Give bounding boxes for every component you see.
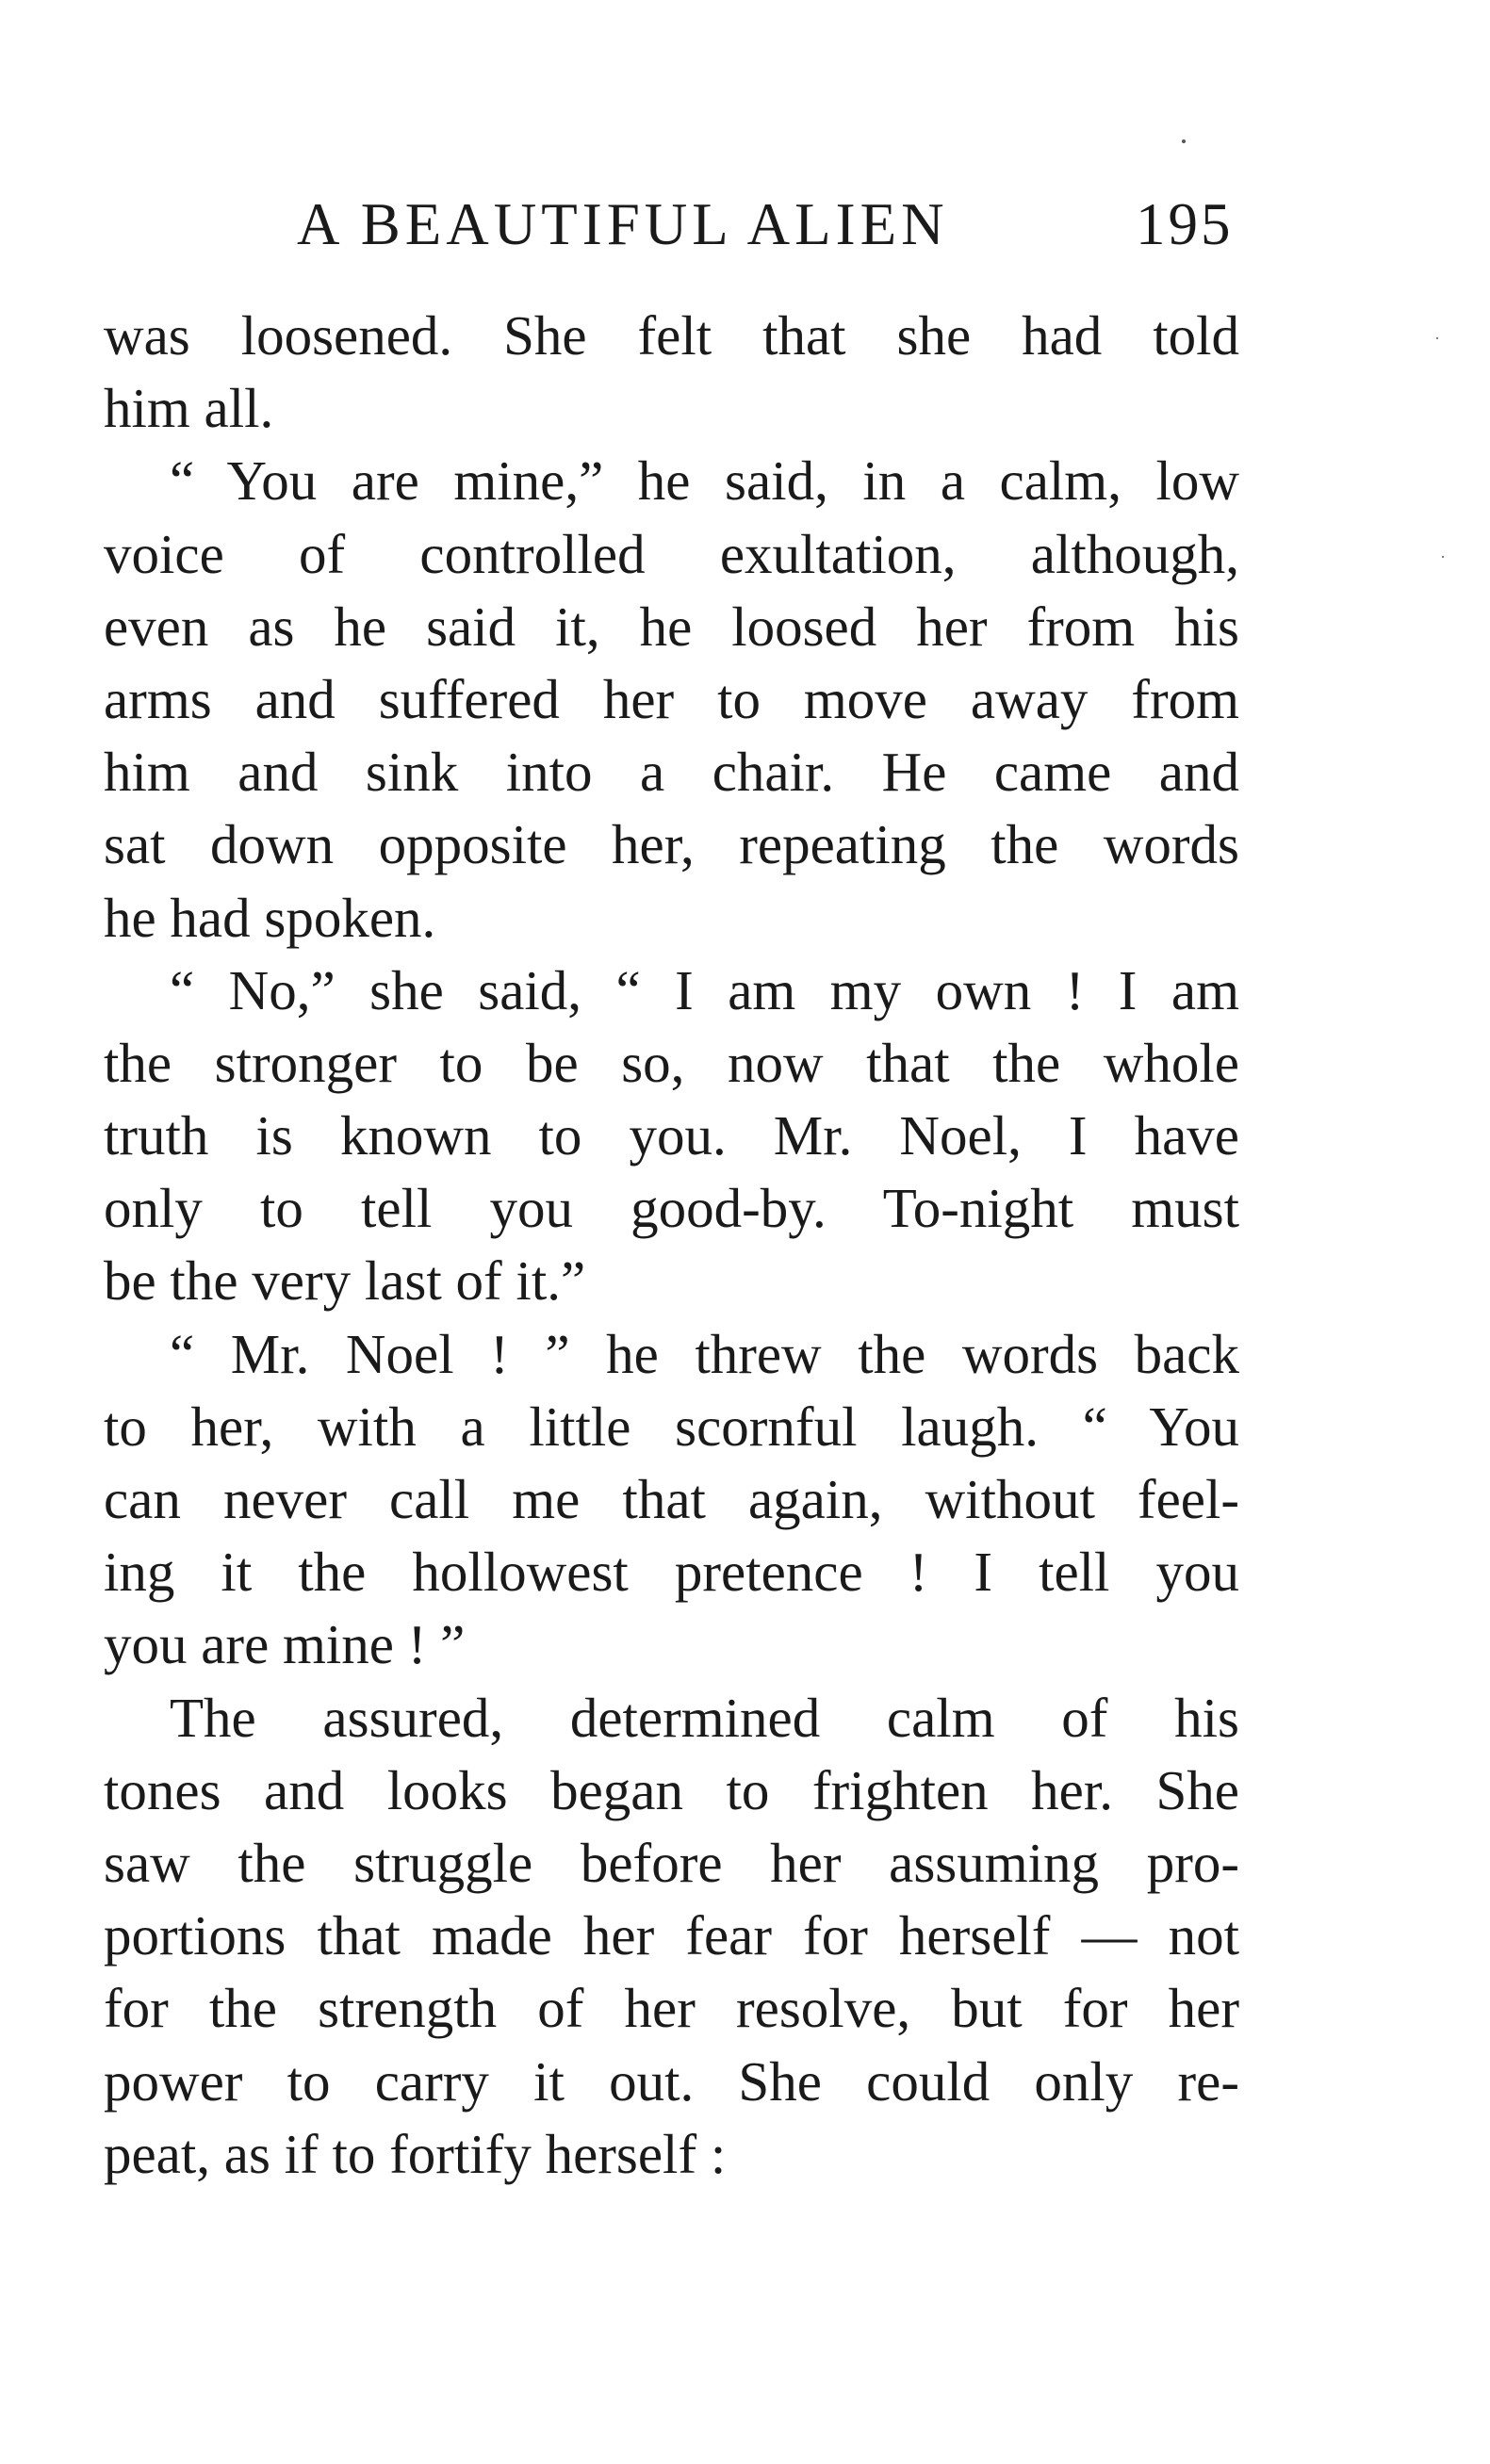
text-line: tones and looks began to frighten her. She [104, 1758, 1239, 1821]
text-line: truth is known to you. Mr. Noel, I have [104, 1104, 1239, 1167]
text-line: sat down opposite her, repeating the words [104, 813, 1239, 876]
running-head [104, 187, 1235, 262]
running-title: A BEAUTIFUL ALIEN [297, 191, 949, 257]
page-speck [1182, 139, 1186, 143]
page-number: 195 [1136, 191, 1234, 257]
text-line: him all. [104, 377, 274, 440]
text-line: only to tell you good-by. To-night must [104, 1177, 1239, 1240]
text-line: ing it the hollowest pretence ! I tell you [104, 1541, 1239, 1604]
text-line: voice of controlled exultation, although, [104, 522, 1239, 585]
text-line: “ No,” she said, “ I am my own ! I am [170, 958, 1239, 1021]
text-line: was loosened. She felt that she had told [104, 304, 1239, 367]
page-speck [1442, 556, 1444, 558]
text-line: him and sink into a chair. He came and [104, 741, 1239, 804]
text-line: the stronger to be so, now that the whole [104, 1031, 1239, 1094]
text-line: can never call me that again, without feel- [104, 1468, 1239, 1530]
text-line: peat, as if to fortify herself : [104, 2122, 727, 2185]
text-line: he had spoken. [104, 886, 436, 949]
text-line: saw the struggle before her assuming pro- [104, 1831, 1239, 1894]
body-text [104, 300, 1239, 2191]
text-line: portions that made her fear for herself — not [104, 1904, 1239, 1967]
text-line: power to carry it out. She could only re- [104, 2049, 1239, 2113]
text-line: “ You are mine,” he said, in a calm, low [170, 449, 1239, 513]
text-line: even as he said it, he loosed her from his [104, 595, 1239, 658]
page-speck [1436, 337, 1438, 339]
text-line: to her, with a little scornful laugh. “ You [104, 1395, 1239, 1458]
text-line: “ Mr. Noel ! ” he threw the words back [170, 1322, 1239, 1385]
text-line: The assured, determined calm of his [170, 1686, 1239, 1749]
text-line: you are mine ! ” [104, 1613, 466, 1676]
text-line: for the strength of her resolve, but for her [104, 1977, 1239, 2040]
text-line: arms and suffered her to move away from [104, 667, 1239, 730]
text-line: be the very last of it.” [104, 1249, 586, 1313]
